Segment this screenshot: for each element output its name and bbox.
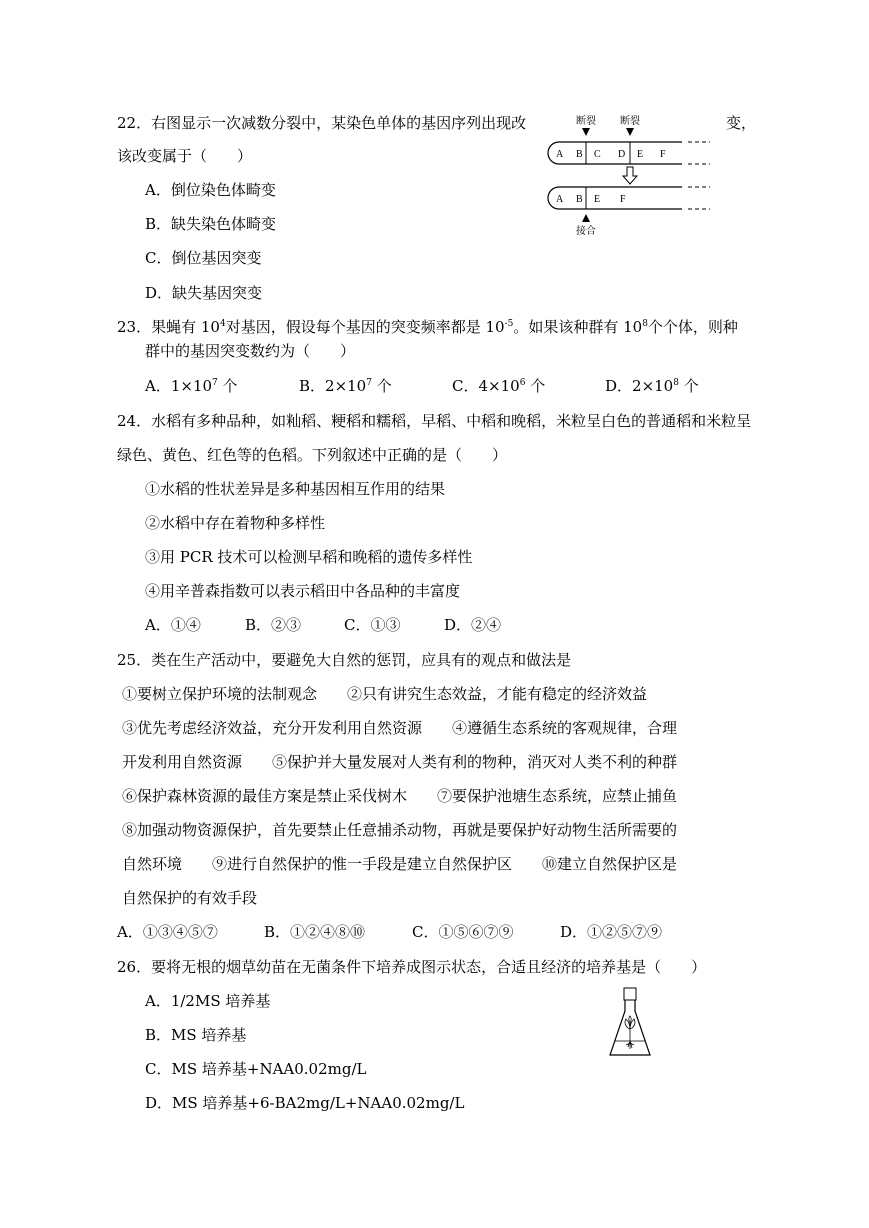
q25-line-3: 开发利用自然资源 ⑤保护并大量发展对人类有利的物种，消灭对人类不利的种群 (122, 753, 678, 771)
q25-line-2: ③优先考虑经济效益，充分开发利用自然资源 ④遵循生态系统的客观规律，合理 (122, 719, 678, 737)
q23-stem-line1: 23．果蝇有 $10^4$对基因，假设每个基因的突变频率都是 $10^{-5}$。如果该种群有 $10^8$个个体，则种 (117, 318, 738, 336)
q22-option-b: B．缺失染色体畸变 (145, 215, 277, 233)
q22-option-d: D．缺失基因突变 (145, 284, 263, 302)
join-arrow (582, 214, 590, 222)
break-arrow-1 (582, 128, 590, 136)
gene-e-bottom: E (594, 194, 601, 205)
seedling-icon (625, 1016, 635, 1049)
gene-e-top: E (637, 149, 644, 160)
q24-statement-3: ③用 PCR 技术可以检测早稻和晚稻的遗传多样性 (145, 548, 473, 566)
break-label-2: 断裂 (620, 116, 640, 127)
gene-a-top: A (556, 149, 564, 160)
gene-f-bottom: F (620, 194, 626, 205)
q25-line-5: ⑧加强动物资源保护，首先要禁止任意捕杀动物，再就是要保护好动物生活所需要的 (122, 821, 678, 839)
q23-stem-line2: 群中的基因突变数约为（ ） (145, 342, 356, 360)
q24-statement-4: ④用辛普森指数可以表示稻田中各品种的丰富度 (145, 582, 461, 600)
q22-option-c: C．倒位基因突变 (145, 249, 262, 267)
gene-f-top: F (660, 149, 666, 160)
q24-stem-line2: 绿色、黄色、红色等的色稻。下列叙述中正确的是（ ） (117, 446, 508, 464)
chromosome-break-diagram (540, 110, 720, 240)
q26-option-c: C．MS 培养基+NAA0.02mg/L (145, 1060, 367, 1078)
q25-option-b: B．①②④⑧⑩ (264, 923, 366, 941)
q26-option-d: D．MS 培养基+6-BA2mg/L+NAA0.02mg/L (145, 1094, 465, 1112)
q25-line-6: 自然环境 ⑨进行自然保护的惟一手段是建立自然保护区 ⑩建立自然保护区是 (122, 855, 678, 873)
q24-option-b: B．②③ (245, 616, 302, 634)
join-label: 接合 (576, 226, 596, 237)
down-arrow-icon (623, 167, 637, 184)
gene-b-bottom: B (576, 194, 583, 205)
bottom-chromatid (548, 187, 682, 209)
q23-option-c: C．$4\times 10^6$ 个 (452, 377, 546, 395)
q25-line-1: ①要树立保护环境的法制观念 ②只有讲究生态效益，才能有稳定的经济效益 (122, 685, 648, 703)
q24-statement-2: ②水稻中存在着物种多样性 (145, 514, 326, 532)
q26-option-a: A．1/2MS 培养基 (145, 992, 271, 1010)
q24-option-d: D．②④ (444, 616, 502, 634)
flask-stopper (624, 988, 636, 1000)
gene-b-top: B (576, 149, 583, 160)
culture-flask-figure (604, 985, 656, 1061)
q22-option-a: A．倒位染色体畸变 (145, 181, 276, 199)
q25-option-a: A．①③④⑤⑦ (117, 923, 218, 941)
q23-option-b: B．$2\times 10^7$ 个 (299, 377, 392, 395)
q25-option-c: C．①⑤⑥⑦⑨ (412, 923, 514, 941)
q26-stem: 26．要将无根的烟草幼苗在无菌条件下培养成图示状态，合适且经济的培养基是（ ） (117, 958, 707, 976)
break-arrow-2 (626, 128, 634, 136)
q24-stem-line1: 24．水稻有多种品种，如籼稻、粳稻和糯稻，早稻、中稻和晚稻，米粒呈白色的普通稻和米粒呈 (117, 412, 752, 430)
q23-option-a: A．$1\times 10^7$ 个 (145, 377, 238, 395)
q24-option-a: A．①④ (145, 616, 201, 634)
break-label-1: 断裂 (576, 116, 596, 127)
q26-option-b: B．MS 培养基 (145, 1026, 247, 1044)
q23-option-d: D．$2\times 10^8$ 个 (605, 377, 699, 395)
q25-stem: 25．类在生产活动中，要避免大自然的惩罚，应具有的观点和做法是 (117, 651, 572, 669)
gene-a-bottom: A (556, 194, 564, 205)
q22-stem-line1: 22．右图显示一次减数分裂中，某染色单体的基因序列出现改 (117, 114, 527, 132)
q25-line-7: 自然保护的有效手段 (122, 889, 258, 907)
q25-line-4: ⑥保护森林资源的最佳方案是禁止采伐树木 ⑦要保护池塘生态系统，应禁止捕鱼 (122, 787, 678, 805)
gene-d-top: D (618, 149, 626, 160)
q24-statement-1: ①水稻的性状差异是多种基因相互作用的结果 (145, 480, 446, 498)
gene-c-top: C (594, 149, 601, 160)
q24-option-c: C．①③ (344, 616, 401, 634)
q22-stem-tail: 变， (726, 114, 757, 132)
q22-stem-line2: 该改变属于（ ） (117, 147, 253, 165)
q25-option-d: D．①②⑤⑦⑨ (560, 923, 663, 941)
